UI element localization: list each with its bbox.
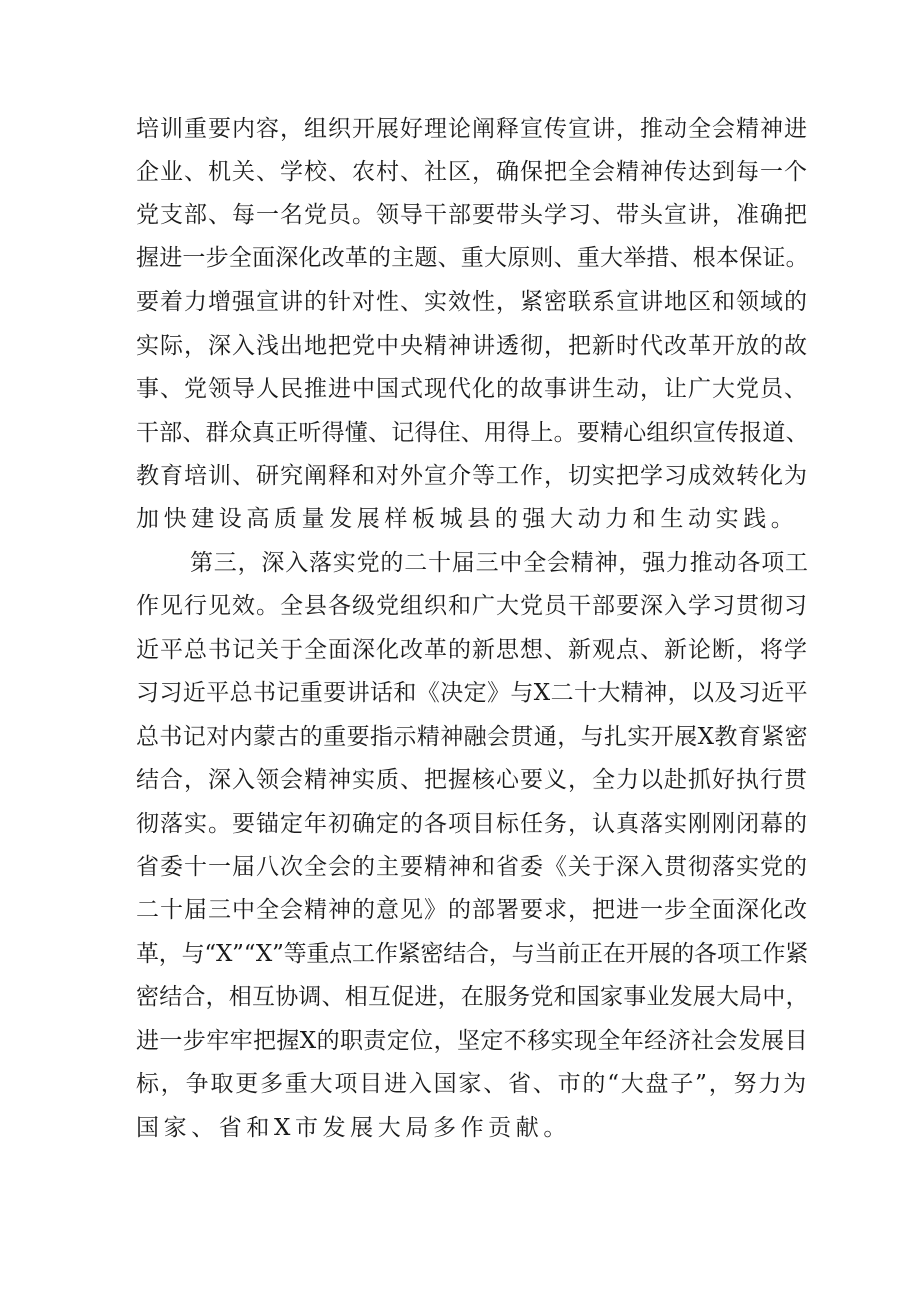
text-line: 标，争取更多重大项目进入国家、省、市的“大盘子”，努力为: [136, 1071, 808, 1097]
text-line: 二十届三中全会精神的意见》的部署要求，把进一步全面深化改: [136, 897, 808, 923]
text-line: 密结合，相互协调、相互促进，在服务党和国家事业发展大局中，: [136, 984, 809, 1010]
text-line: 培训重要内容，组织开展好理论阐释宣传宣讲，推动全会精神进: [136, 116, 808, 142]
text-line: 结合，深入领会精神实质、把握核心要义，全力以赴抓好执行贯: [136, 767, 808, 793]
text-line: 企业、机关、学校、农村、社区，确保把全会精神传达到每一个: [136, 159, 808, 185]
text-line: 干部、群众真正听得懂、记得住、用得上。要精心组织宣传报道、: [136, 420, 809, 446]
text-line: 近平总书记关于全面深化改革的新思想、新观点、新论断，将学: [136, 637, 808, 663]
text-line: 要着力增强宣讲的针对性、实效性，紧密联系宣讲地区和领域的: [136, 289, 808, 315]
text-line: 作见行见效。全县各级党组织和广大党员干部要深入学习贯彻习: [136, 593, 808, 619]
text-line: 党支部、每一名党员。领导干部要带头学习、带头宣讲，准确把: [136, 202, 808, 228]
paragraph-start-line: 第三，深入落实党的二十届三中全会精神，强力推动各项工: [190, 550, 809, 576]
text-line: 彻落实。要锚定年初确定的各项目标任务，认真落实刚刚闭幕的: [136, 811, 808, 837]
text-line: 握进一步全面深化改革的主题、重大原则、重大举措、根本保证。: [136, 245, 809, 271]
text-line: 国家、省和X市发展大局多作贡献。: [136, 1115, 571, 1141]
text-line: 习习近平总书记重要讲话和《决定》与X二十大精神，以及习近平: [136, 680, 808, 706]
text-line: 总书记对内蒙古的重要指示精神融会贯通，与扎实开展X教育紧密: [136, 724, 808, 750]
text-line: 教育培训、研究阐释和对外宣介等工作，切实把学习成效转化为: [136, 463, 808, 489]
text-line: 进一步牢牢把握X的职责定位，坚定不移实现全年经济社会发展目: [136, 1028, 808, 1054]
text-line: 事、党领导人民推进中国式现代化的故事讲生动，让广大党员、: [136, 376, 808, 402]
text-line: 加快建设高质量发展样板城县的强大动力和生动实践。: [136, 506, 799, 532]
text-line: 省委十一届八次全会的主要精神和省委《关于深入贯彻落实党的: [136, 854, 808, 880]
text-line: 实际，深入浅出地把党中央精神讲透彻，把新时代改革开放的故: [136, 333, 808, 359]
text-line: 革，与“X”“X”等重点工作紧密结合，与当前正在开展的各项工作紧: [136, 941, 809, 967]
